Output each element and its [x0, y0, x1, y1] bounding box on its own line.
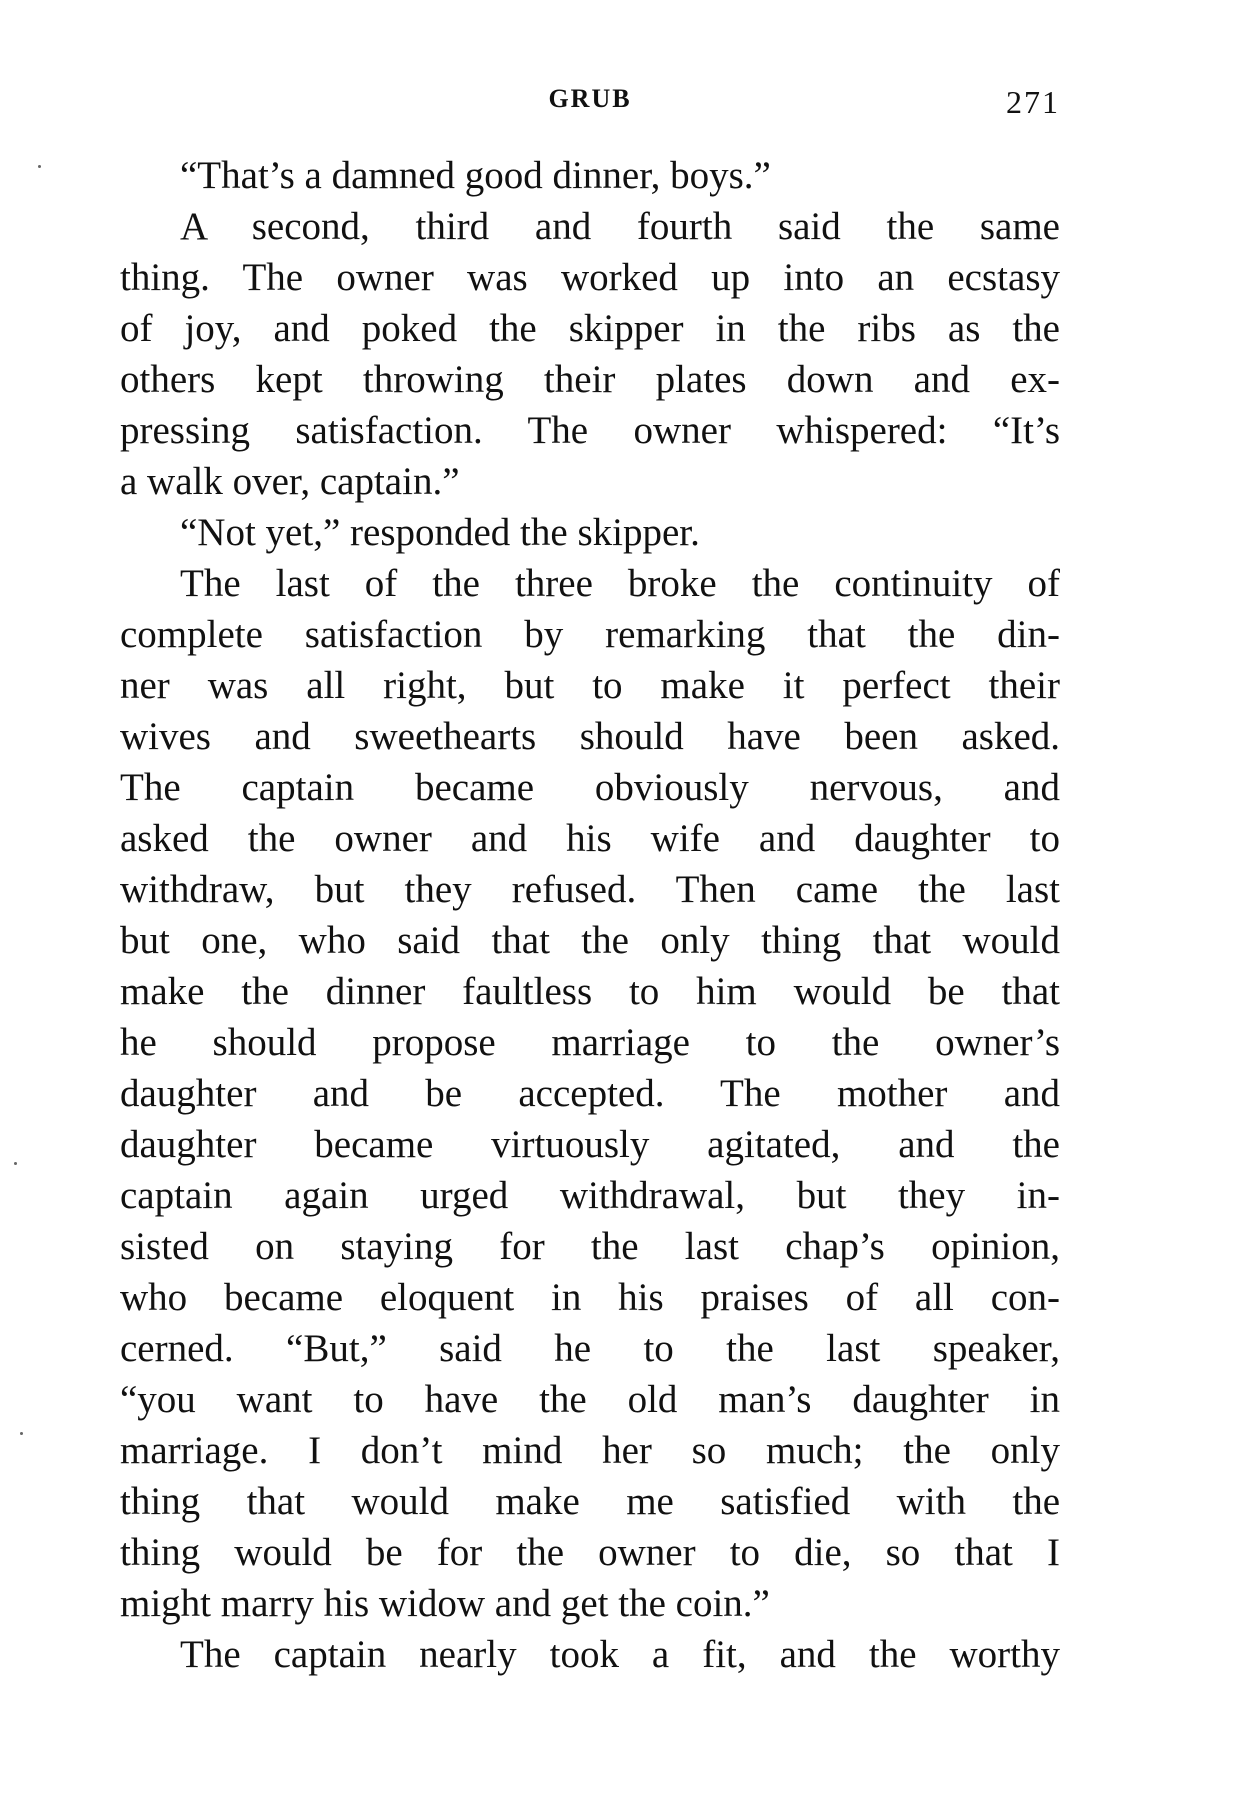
text-line: thing that would make me satisfied with the — [120, 1480, 1060, 1523]
text-line: of joy, and poked the skipper in the ribs as the — [120, 307, 1060, 350]
text-line: captain again urged withdrawal, but they in- — [120, 1174, 1060, 1217]
text-line: asked the owner and his wife and daughter to — [120, 817, 1060, 860]
running-head: GRUB — [548, 84, 632, 113]
page-header — [120, 84, 1060, 124]
text-line: thing would be for the owner to die, so that I — [120, 1531, 1060, 1574]
text-line: marriage. I don’t mind her so much; the only — [120, 1429, 1060, 1472]
text-line: ner was all right, but to make it perfect their — [120, 664, 1060, 707]
text-line: who became eloquent in his praises of all con- — [120, 1276, 1060, 1319]
body-text — [120, 150, 1060, 1680]
text-line: daughter became virtuously agitated, and the — [120, 1123, 1060, 1166]
text-line: withdraw, but they refused. Then came the last — [120, 868, 1060, 911]
text-line: daughter and be accepted. The mother and — [120, 1072, 1060, 1115]
text-line: The captain became obviously nervous, and — [120, 766, 1060, 809]
text-line: cerned. “But,” said he to the last speaker, — [120, 1327, 1060, 1370]
text-line: might marry his widow and get the coin.” — [120, 1582, 770, 1625]
text-line: wives and sweethearts should have been asked. — [120, 715, 1060, 758]
text-line: The captain nearly took a fit, and the worthy — [180, 1633, 1060, 1676]
text-line: “Not yet,” responded the skipper. — [180, 511, 700, 554]
page-number: 271 — [1006, 84, 1060, 120]
text-line: a walk over, captain.” — [120, 460, 460, 503]
text-line: he should propose marriage to the owner’s — [120, 1021, 1060, 1064]
scan-speck — [38, 165, 41, 168]
text-line: sisted on staying for the last chap’s opinion, — [120, 1225, 1060, 1268]
text-line: A second, third and fourth said the same — [180, 205, 1060, 248]
text-line: The last of the three broke the continuity of — [180, 562, 1060, 605]
scan-speck — [20, 1432, 23, 1435]
text-line: pressing satisfaction. The owner whispered: “It’s — [120, 409, 1060, 452]
scan-speck — [14, 1162, 17, 1165]
text-line: complete satisfaction by remarking that the din- — [120, 613, 1060, 656]
text-line: but one, who said that the only thing that would — [120, 919, 1060, 962]
text-line: thing. The owner was worked up into an ecstasy — [120, 256, 1060, 299]
text-line: make the dinner faultless to him would be that — [120, 970, 1060, 1013]
text-line: “you want to have the old man’s daughter in — [120, 1378, 1060, 1421]
text-line: “That’s a damned good dinner, boys.” — [180, 154, 771, 197]
text-line: others kept throwing their plates down and ex- — [120, 358, 1060, 401]
